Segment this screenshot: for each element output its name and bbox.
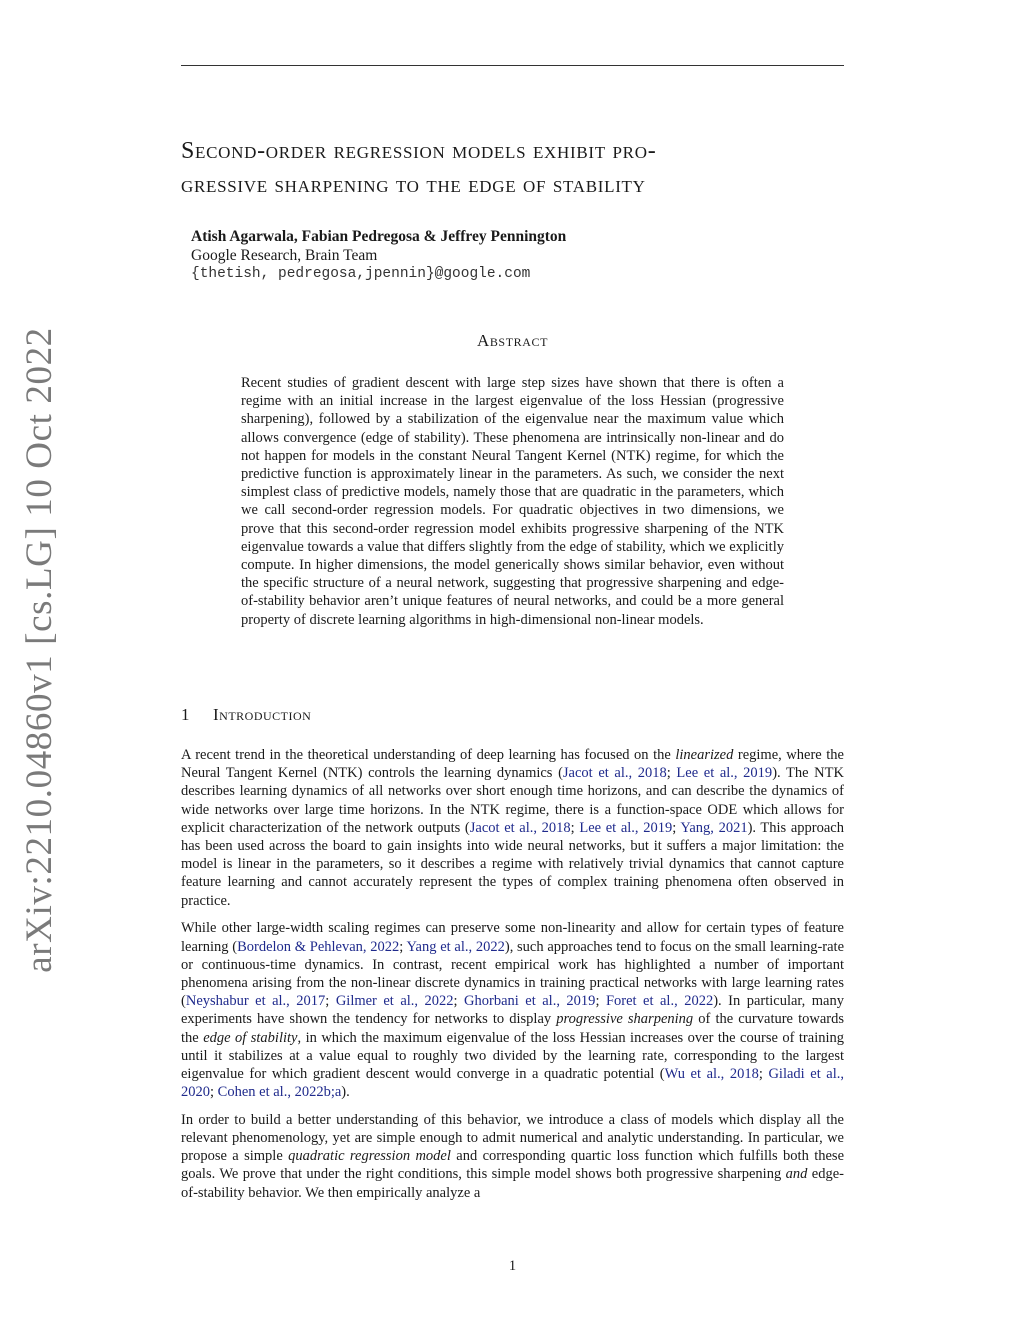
separator: ;: [672, 819, 681, 836]
text-run: and corresponding quartic loss function which fulfills both these goals. We prove that under the right conditions, this simple model shows both progressive sharpening: [181, 1148, 845, 1183]
text-run: ). This approach has been used across the board to gain insights into wide neural networks, but it suffers a major limitation: the model is linear in the parameters, so it describes a regime with relatively trivial dynamics that cannot capture feature learning and cannot accurately represent the types of complex training phenomena often observed in practice.: [181, 819, 844, 909]
abstract-text: Recent studies of gradient descent with large step sizes have shown that there is often a regime with an initial increase in the largest eigenvalue of the loss Hessian (progressive sharpening), followed by a stabilization of the eigenvalue near the maximum value which allows convergence (edge of stability). These phenomena are intrinsically non-linear and do not happen for models in the constant Neural Tangent Kernel (NTK) regime, for which the predictive function is approximately linear in the parameters. As such, we consider the next simplest class of predictive models, namely those that are quadratic in the parameters, which we call second-order regression models. For quadratic objectives in two dimensions, we prove that this second-order regression model exhibits progressive sharpening of the NTK eigenvalue towards a value that differs slightly from the edge of stability, which we explicitly compute. In higher dimensions, the model generically shows similar behavior, even without the specific structure of a neural network, suggesting that progressive sharpening and edge-of-stability behavior aren’t unique features of neural networks, and could be a more general property of discrete learning algorithms in high-dimensional non-linear models.: [241, 375, 784, 628]
citation-link[interactable]: Jacot et al., 2018: [469, 819, 571, 836]
separator: ;: [453, 993, 465, 1010]
citation-link[interactable]: Lee et al., 2019: [676, 765, 773, 782]
paragraph-2: [181, 919, 844, 1101]
citation-link[interactable]: Gilmer et al., 2022: [335, 993, 454, 1010]
citation-link[interactable]: Foret et al., 2022: [605, 993, 714, 1010]
section-heading: [181, 705, 844, 725]
separator: ;: [758, 1065, 769, 1082]
citation-link[interactable]: Wu et al., 2018: [664, 1065, 759, 1082]
separator: ;: [666, 765, 677, 782]
text-run: , in which the maximum eigenvalue of the loss Hessian increases over the course of training until it stabilizes at a value equal to roughly two divided by the learning rate, corresponding to the largest eigenvalue for which gradient descent would converge in a quadratic potential (: [181, 1029, 845, 1082]
citation-link[interactable]: Bordelon & Pehlevan, 2022: [237, 938, 400, 955]
paper-title: [181, 134, 844, 202]
emphasis: edge of stability: [203, 1029, 298, 1046]
author-block: [191, 228, 831, 284]
author-names: Atish Agarwala, Fabian Pedregosa & Jeffrey Pennington: [191, 228, 567, 245]
page-number: 1: [508, 1258, 517, 1274]
text-run: regime, where the Neural Tangent Kernel (NTK) controls the learning dynamics (: [181, 747, 844, 782]
section-number: 1: [181, 705, 190, 724]
intro-body: [181, 746, 844, 1211]
citation-link[interactable]: Yang et al., 2022: [406, 938, 505, 955]
emphasis: and: [785, 1166, 808, 1183]
text-run: ). In particular, many experiments have shown the tendency for networks to display: [181, 993, 844, 1028]
section-title: Introduction: [213, 705, 312, 724]
text-run: of the curvature towards the: [181, 1011, 844, 1046]
emphasis: linearized: [675, 747, 734, 763]
citation-link[interactable]: Lee et al., 2019: [579, 819, 673, 836]
title-line-1: Second-order regression models exhibit pro-: [181, 138, 657, 164]
text-run: A recent trend in the theoretical understanding of deep learning has focused on the: [181, 747, 676, 763]
author-emails: {thetish, pedregosa,jpennin}@google.com: [191, 266, 531, 282]
emphasis: progressive sharpening: [556, 1011, 694, 1028]
citation-link[interactable]: Neyshabur et al., 2017: [185, 993, 326, 1010]
arxiv-sidebar-stamp: arXiv:2210.04860v1 [cs.LG] 10 Oct 2022: [19, 327, 60, 973]
separator: ;: [570, 819, 580, 836]
citation-link[interactable]: Yang, 2021: [680, 819, 748, 836]
text-run: edge-of-stability behavior. We then empirically analyze a: [181, 1166, 845, 1201]
text-run: ).: [341, 1084, 350, 1101]
separator: ;: [399, 938, 407, 955]
citation-link[interactable]: Ghorbani et al., 2019: [464, 993, 596, 1010]
citation-link[interactable]: Jacot et al., 2018: [562, 765, 667, 782]
text-run: In order to build a better understanding of this behavior, we introduce a class of models which display all the relevant phenomenology, yet are simple enough to admit numerical and analytic understanding. In particular, we propose a simple: [181, 1111, 844, 1165]
text-run: While other large-width scaling regimes can preserve some non-linearity and allow for certain types of feature learning (: [181, 920, 844, 955]
separator: ;: [595, 993, 606, 1010]
text-run: ), such approaches tend to focus on the small learning-rate or continuous-time dynamics. In contrast, recent empirical work has highlighted a number of important phenomena arising from the non-linear discrete dynamics in training practical networks with large learning rates (: [181, 938, 845, 1010]
paragraph-3: [181, 1111, 844, 1202]
citation-link[interactable]: Cohen et al., 2022b;a: [217, 1084, 342, 1101]
citation-link[interactable]: Giladi et al., 2020: [181, 1065, 844, 1101]
separator: ;: [210, 1084, 218, 1101]
text-run: ). The NTK describes learning dynamics of all networks over short enough time horizons, and can describe the dynamics of wide networks over large time horizons. In the NTK regime, there is a function-space ODE which allows for explicit characterization of the network outputs (: [181, 765, 844, 836]
abstract-heading: Abstract: [476, 331, 549, 350]
header-rule: [181, 65, 844, 66]
separator: ;: [325, 993, 336, 1010]
emphasis: quadratic regression model: [288, 1148, 451, 1165]
author-affiliation: Google Research, Brain Team: [191, 246, 378, 264]
paragraph-1: [181, 746, 844, 910]
title-line-2: gressive sharpening to the edge of stability: [181, 172, 646, 198]
